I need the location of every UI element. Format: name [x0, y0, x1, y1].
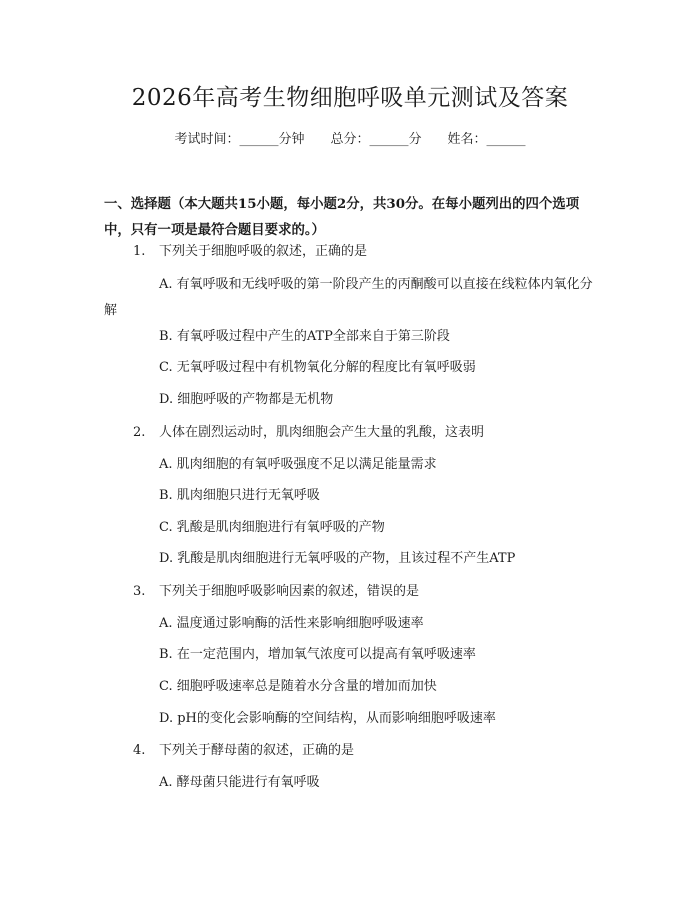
question-text: 下列关于细胞呼吸的叙述，正确的是 — [159, 244, 368, 259]
question-number: 1. — [133, 244, 146, 259]
question-option: D. 乳酸是肌肉细胞进行无氧呼吸的产物，且该过程不产生ATP — [159, 551, 516, 566]
question-stem — [133, 582, 419, 602]
question-number: 2. — [133, 425, 146, 440]
student-name-field: 姓名：______ — [447, 132, 526, 147]
exam-time-field: 考试时间：______分钟 — [174, 132, 305, 147]
question-number: 4. — [133, 743, 146, 758]
question-stem — [133, 741, 354, 761]
question-option: B. 有氧呼吸过程中产生的ATP全部来自于第三阶段 — [159, 329, 450, 344]
question-text: 下列关于细胞呼吸影响因素的叙述，错误的是 — [159, 584, 420, 599]
question-option: A. 温度通过影响酶的活性来影响细胞呼吸速率 — [159, 616, 424, 631]
question-text: 人体在剧烈运动时，肌肉细胞会产生大量的乳酸，这表明 — [159, 425, 485, 440]
question-stem — [133, 242, 367, 262]
question-option: D. pH的变化会影响酶的空间结构，从而影响细胞呼吸速率 — [159, 711, 496, 726]
question-number: 3. — [133, 584, 146, 599]
total-score-field: 总分：______分 — [330, 132, 422, 147]
section-heading: 一、选择题（本大题共15小题，每小题2分，共30分。在每小题列出的四个选项中，只有一项是最符合题目要求的。） — [104, 196, 580, 238]
question-option: C. 乳酸是肌肉细胞进行有氧呼吸的产物 — [159, 520, 385, 535]
question-text: 下列关于酵母菌的叙述，正确的是 — [159, 743, 355, 758]
question-option: B. 肌肉细胞只进行无氧呼吸 — [159, 488, 320, 503]
exam-meta-line — [0, 130, 700, 150]
question-option: D. 细胞呼吸的产物都是无机物 — [159, 392, 334, 407]
question-stem — [133, 423, 484, 443]
question-option: A. 酵母菌只能进行有氧呼吸 — [159, 775, 320, 790]
question-option: C. 无氧呼吸过程中有机物氧化分解的程度比有氧呼吸弱 — [159, 360, 476, 375]
page-title: 2026年高考生物细胞呼吸单元测试及答案 — [131, 85, 569, 111]
question-option: B. 在一定范围内，增加氧气浓度可以提高有氧呼吸速率 — [159, 647, 476, 662]
question-option: A. 肌肉细胞的有氧呼吸强度不足以满足能量需求 — [159, 457, 437, 472]
question-option: C. 细胞呼吸速率总是随着水分含量的增加而加快 — [159, 679, 437, 694]
question-option: A. 有氧呼吸和无线呼吸的第一阶段产生的丙酮酸可以直接在线粒体内氧化分解 — [104, 277, 593, 318]
